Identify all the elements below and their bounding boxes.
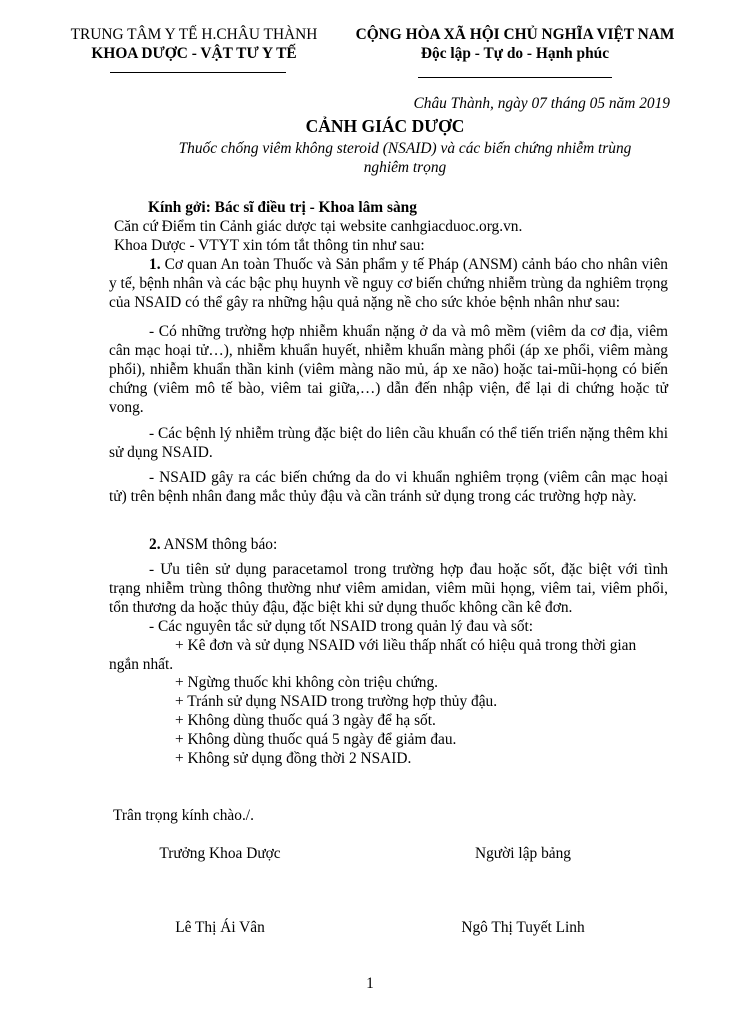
left-header-underline <box>110 72 286 73</box>
section-1-number: 1. <box>149 256 161 273</box>
section-1-paragraph <box>109 255 668 312</box>
section-1-text: Cơ quan An toàn Thuốc và Sản phẩm y tế Pháp (ANSM) cảnh báo cho nhân viên y tế, bệnh nhân và các bậc phụ huynh về nguy cơ biến chứng nhiễm trùng da nghiêm trọng của NSAID có thể gây ra những hậu quả nặng nề cho sức khỏe bệnh nhân như sau: <box>109 256 669 311</box>
signature-right-title: Người lập bảng <box>475 845 571 862</box>
date-line: Châu Thành, ngày 07 tháng 05 năm 2019 <box>413 95 670 112</box>
national-title: CỘNG HÒA XÃ HỘI CHỦ NGHĨA VIỆT NAM <box>355 26 675 43</box>
document-title: CẢNH GIÁC DƯỢC <box>305 116 465 136</box>
section-2-point-2: - Các nguyên tắc sử dụng tốt NSAID trong quản lý đau và sốt: <box>149 618 534 635</box>
sub-point-6: + Không sử dụng đồng thời 2 NSAID. <box>175 750 412 767</box>
section-2-number: 2. <box>149 536 161 553</box>
right-header-underline <box>418 77 612 78</box>
page-number: 1 <box>366 975 374 992</box>
intro-source: Căn cứ Điểm tin Cảnh giác dược tại website canhgiacduoc.org.vn. <box>114 218 523 235</box>
sub-point-2: + Ngừng thuốc khi không còn triệu chứng. <box>175 674 439 691</box>
sub-point-1-line-1: + Kê đơn và sử dụng NSAID với liều thấp nhất có hiệu quả trong thời gian <box>175 637 637 654</box>
signature-left-title: Trưởng Khoa Dược <box>159 845 281 862</box>
section-1-point-3: - NSAID gây ra các biến chứng da do vi khuẩn nghiêm trọng (viêm cân mạc hoại tử) trên bệnh nhân đang mắc thủy đậu và cần tránh sử dụng trong các trường hợp này. <box>109 469 668 505</box>
subtitle-line-1: Thuốc chống viêm không steroid (NSAID) và các biến chứng nhiễm trùng <box>178 140 632 157</box>
section-1-point-2: - Các bệnh lý nhiễm trùng đặc biệt do liên cầu khuẩn có thể tiến triển nặng thêm khi sử dụng NSAID. <box>109 425 668 461</box>
national-motto: Độc lập - Tự do - Hạnh phúc <box>420 45 610 62</box>
section-2-text: ANSM thông báo: <box>163 536 278 553</box>
department-name: KHOA DƯỢC - VẬT TƯ Y TẾ <box>91 45 297 62</box>
signature-right-name: Ngô Thị Tuyết Linh <box>461 919 585 936</box>
sub-point-4: + Không dùng thuốc quá 3 ngày để hạ sốt. <box>175 712 436 729</box>
section-2-heading <box>149 535 277 554</box>
sub-point-3: + Tránh sử dụng NSAID trong trường hợp thủy đậu. <box>175 693 498 710</box>
sub-point-1-line-2: ngắn nhất. <box>109 656 174 673</box>
signature-left-name: Lê Thị Ái Vân <box>175 919 265 936</box>
section-1-point-1: - Có những trường hợp nhiễm khuẩn nặng ở da và mô mềm (viêm da cơ địa, viêm cân mạc hoại tử…), nhiễm khuẩn huyết, nhiễm khuẩn màng phổi (áp xe phổi, viêm màng phổi), nhiễm khuẩn thần kinh (viêm màng não mủ, áp xe não) hoặc tai-mũi-họng có biến chứng (viêm mô tế bào, viêm tai giữa,…) dẫn đến nhập viện, để lại di chứng hoặc tử vong. <box>109 323 668 416</box>
section-2-point-1: - Ưu tiên sử dụng paracetamol trong trường hợp đau hoặc sốt, đặc biệt với tình trạng nhiễm trùng thông thường như viêm amidan, viêm mũi họng, viêm tai, viêm phổi, tổn thương da hoặc thủy đậu, đặc biệt khi sử dụng thuốc không cần kê đơn. <box>109 561 668 616</box>
subtitle-line-2: nghiêm trọng <box>363 159 447 176</box>
salutation: Kính gởi: Bác sĩ điều trị - Khoa lâm sàng <box>148 199 417 216</box>
closing-remark: Trân trọng kính chào./. <box>113 807 254 824</box>
intro-summary: Khoa Dược - VTYT xin tóm tắt thông tin như sau: <box>114 237 425 254</box>
org-name: TRUNG TÂM Y TẾ H.CHÂU THÀNH <box>70 26 318 43</box>
sub-point-5: + Không dùng thuốc quá 5 ngày để giảm đau. <box>175 731 457 748</box>
